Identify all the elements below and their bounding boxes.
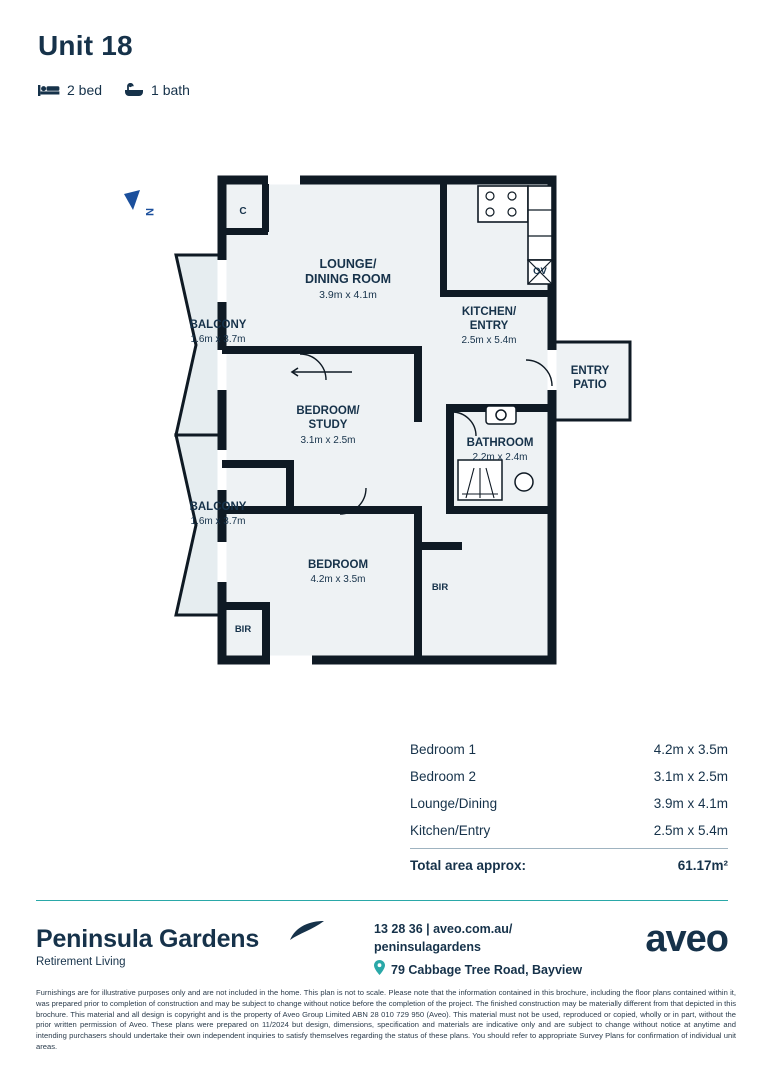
aveo-logo: aveo <box>645 918 728 960</box>
room-label-balcony-top: BALCONY <box>189 319 247 331</box>
phone-web-line-1[interactable]: 13 28 36 | aveo.com.au/ <box>374 922 513 936</box>
address-text: 79 Cabbage Tree Road, Bayview <box>391 963 583 978</box>
room-name: Bedroom 1 <box>410 742 477 757</box>
label-bir-2: BIR <box>234 624 252 635</box>
room-label-kitchen-2: ENTRY <box>469 320 509 332</box>
label-oven: OV <box>533 266 547 277</box>
room-dims-kitchen: 2.5m x 5.4m <box>461 335 517 346</box>
room-label-entry-patio-1: ENTRY <box>570 365 610 377</box>
room-dims-lounge: 3.9m x 4.1m <box>319 289 377 301</box>
room-dimension: 4.2m x 3.5m <box>653 742 728 757</box>
room-schedule-table <box>410 736 728 873</box>
svg-text:N: N <box>143 208 155 216</box>
total-area-label: Total area approx: <box>410 858 527 873</box>
bath-label: 1 bath <box>151 82 190 98</box>
room-label-bathroom: BATHROOM <box>466 437 534 449</box>
unit-specs <box>38 82 190 98</box>
brand-name: Peninsula Gardens <box>36 925 260 953</box>
spec-bedrooms <box>38 82 102 98</box>
location-pin-icon <box>374 960 385 980</box>
room-label-entry-patio-2: PATIO <box>573 379 607 391</box>
room-dims-balcony-bottom: 1.6m x 3.7m <box>190 516 246 527</box>
page-title: Unit 18 <box>38 30 133 61</box>
brand-tagline: Retirement Living <box>36 956 126 968</box>
bath-icon <box>124 83 144 97</box>
room-label-kitchen-1: KITCHEN/ <box>461 306 517 318</box>
room-label-bedroom-study-2: STUDY <box>308 419 348 431</box>
label-cupboard: C <box>239 206 247 217</box>
address-line <box>374 960 582 980</box>
room-dimension: 3.1m x 2.5m <box>653 769 728 784</box>
total-area-row <box>410 848 728 873</box>
bed-icon <box>38 83 60 97</box>
disclaimer-text: Furnishings are for illustrative purposes only and are not included in the home. This plan is not to scale. Please note that the information contained in this brochure, including the floor plans contained within it, was prepared prior to completion of construction and may be subject to change without notice before the completion of the project. The finished construction may be materially different from that depicted in this brochure. This material and all design is copyright and is the property of Aveo Group Limited ABN 28 010 729 950 (Aveo). This material must not be used, reproduced or copied, wholly or in part, without the prior written permission of Aveo. These plans were prepared on 11/2024 but design, dimensions, specification and materials are indicative only and are subject to change without notice at anytime and intending purchasers should undertake their own independent inquiries to satisfy themselves regarding the status of these plans. You should refer to appropriate Survey Plans for confirmation of individual unit areas. <box>36 988 736 1051</box>
room-dimension: 3.9m x 4.1m <box>653 796 728 811</box>
table-row <box>410 763 728 790</box>
room-label-balcony-bottom: BALCONY <box>189 501 247 513</box>
room-name: Bedroom 2 <box>410 769 477 784</box>
table-row <box>410 817 728 844</box>
total-area-value: 61.17m² <box>677 858 728 873</box>
floorplan <box>0 150 764 690</box>
table-row <box>410 790 728 817</box>
phone-web-line-2[interactable]: peninsulagardens <box>374 940 481 955</box>
brand-block <box>36 925 259 968</box>
leaf-icon <box>288 920 326 951</box>
room-label-lounge-2: DINING ROOM <box>304 272 392 286</box>
room-name: Lounge/Dining <box>410 796 498 811</box>
spec-bathrooms <box>124 82 190 98</box>
room-dims-bedroom: 4.2m x 3.5m <box>310 574 366 585</box>
room-label-bedroom-study-1: BEDROOM/ <box>296 405 360 417</box>
room-dims-bathroom: 2.2m x 2.4m <box>472 452 528 463</box>
room-name: Kitchen/Entry <box>410 823 491 838</box>
room-label-lounge-1: LOUNGE/ <box>319 257 377 271</box>
bed-label: 2 bed <box>67 82 103 98</box>
room-dimension: 2.5m x 5.4m <box>653 823 728 838</box>
room-dims-bedroom-study: 3.1m x 2.5m <box>300 435 356 446</box>
label-bir-1: BIR <box>431 582 449 593</box>
compass-icon <box>124 190 155 216</box>
table-row <box>410 736 728 763</box>
contact-block <box>374 920 582 980</box>
room-label-bedroom: BEDROOM <box>307 559 369 571</box>
room-dims-balcony-top: 1.6m x 3.7m <box>190 334 246 345</box>
footer-divider <box>36 900 728 901</box>
